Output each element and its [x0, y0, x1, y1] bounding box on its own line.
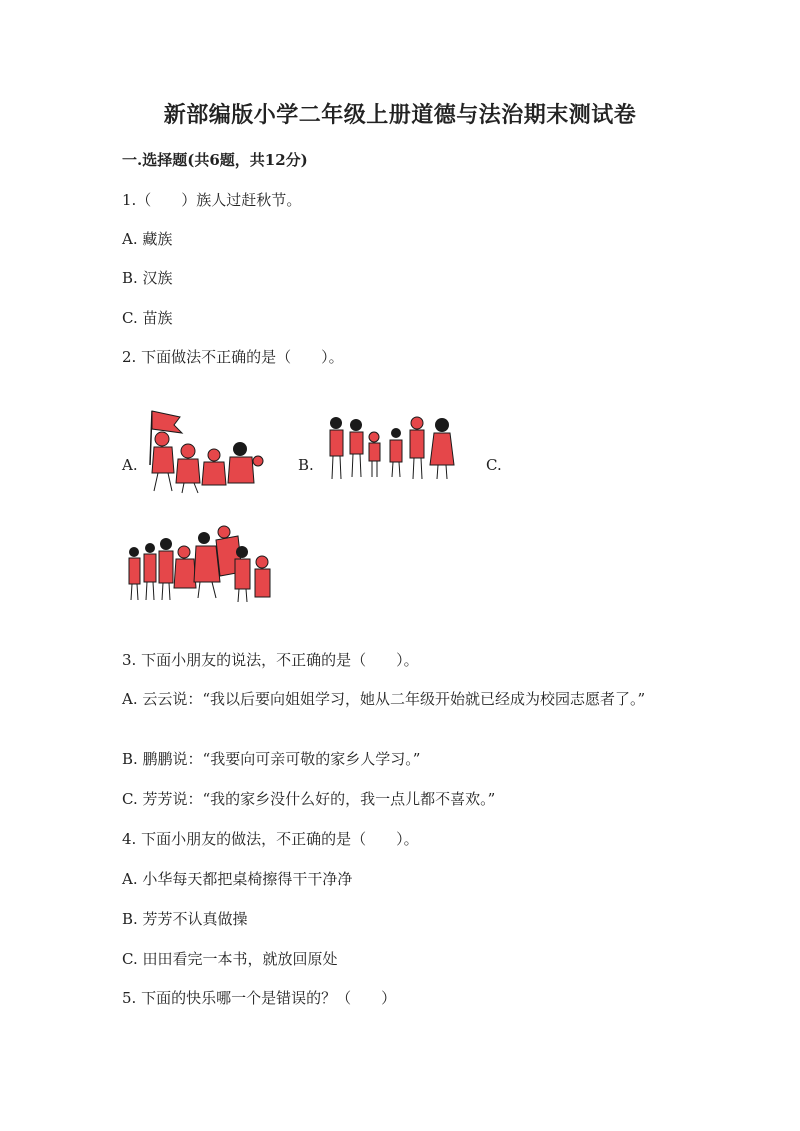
question-4-option-b: B. 芳芳不认真做操 [122, 910, 248, 928]
crowding-illustration [124, 522, 274, 604]
question-4-option-a: A. 小华每天都把桌椅擦得干干净净 [122, 870, 353, 888]
flag-parade-illustration [140, 405, 270, 495]
section-heading: 一.选择题(共6题，共12分) [122, 151, 308, 169]
question-2-option-a-label: A. [122, 456, 138, 474]
question-2-option-b-label: B. [298, 456, 314, 474]
question-3-stem: 3. 下面小朋友的说法，不正确的是（ ）。 [122, 651, 419, 669]
question-1-option-a: A. 藏族 [122, 230, 173, 248]
question-3-option-b: B. 鹏鹏说：“我要向可亲可敬的家乡人学习。” [122, 750, 421, 768]
question-4-stem: 4. 下面小朋友的做法，不正确的是（ ）。 [122, 830, 419, 848]
question-3-option-c: C. 芳芳说：“我的家乡没什么好的，我一点儿都不喜欢。” [122, 790, 496, 808]
question-2-option-c-label: C. [486, 456, 502, 474]
question-1-option-b: B. 汉族 [122, 269, 173, 287]
queue-illustration [322, 413, 462, 483]
question-4-option-c: C. 田田看完一本书，就放回原处 [122, 950, 338, 968]
question-1-option-c: C. 苗族 [122, 309, 173, 327]
page-title: 新部编版小学二年级上册道德与法治期末测试卷 [163, 102, 637, 128]
question-3-option-a: A. 云云说：“我以后要向姐姐学习，她从二年级开始就已经成为校园志愿者了。” [122, 690, 646, 708]
question-5-stem: 5. 下面的快乐哪一个是错误的？（ ） [122, 989, 397, 1007]
question-2-stem: 2. 下面做法不正确的是（ ）。 [122, 348, 344, 366]
question-1-stem: 1.（ ）族人过赶秋节。 [122, 191, 302, 209]
